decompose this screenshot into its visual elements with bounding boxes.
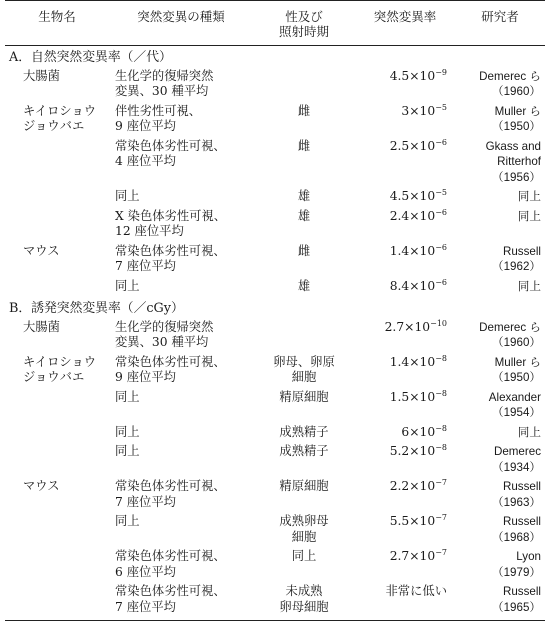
cell-sex-timing-line: 成熟精子 xyxy=(279,444,329,458)
cell-sex-timing xyxy=(253,68,355,103)
cell-researcher-line: 同上 xyxy=(517,190,541,203)
rate-base: 3×10 xyxy=(401,103,436,118)
cell-researcher-line: （1965） xyxy=(492,600,541,614)
cell-researcher-line: （1962） xyxy=(492,260,541,273)
cell-sex-timing xyxy=(253,188,355,208)
cell-species xyxy=(5,278,109,298)
table-row xyxy=(5,354,545,389)
cell-mutation-type xyxy=(109,478,253,513)
cell-mutation-type-line: 同上 xyxy=(115,189,140,203)
cell-mutation-type-line: 変異、30 種平均 xyxy=(115,335,209,349)
cell-researcher-line: Muller ら xyxy=(494,104,541,118)
cell-mutation-type xyxy=(109,513,253,548)
cell-mutation-rate xyxy=(355,548,455,583)
table-row xyxy=(5,319,545,354)
cell-mutation-type-line: 6 座位平均 xyxy=(115,564,176,579)
cell-mutation-type xyxy=(109,443,253,478)
cell-researcher xyxy=(455,243,545,278)
header-mutation-rate: 突然変異率 xyxy=(355,1,455,46)
cell-sex-timing-line: 雄 xyxy=(297,208,311,223)
cell-mutation-type xyxy=(109,424,253,444)
rate-base: 6×10 xyxy=(401,424,436,439)
cell-mutation-type xyxy=(109,138,253,189)
cell-mutation-type-line: 変異、30 種平均 xyxy=(115,84,209,98)
rate-exponent: −5 xyxy=(435,188,447,197)
cell-mutation-rate xyxy=(355,389,455,424)
cell-sex-timing-line: 成熟精子 xyxy=(279,424,329,439)
cell-researcher-line: Demerec ら xyxy=(479,69,541,83)
cell-mutation-type-line: 同上 xyxy=(115,514,140,528)
cell-sex-timing xyxy=(253,243,355,278)
table-row xyxy=(5,68,545,103)
table-row xyxy=(5,278,545,298)
header-sex-timing-line: 照射時期 xyxy=(278,24,329,39)
cell-researcher-line: （1934） xyxy=(492,460,541,474)
cell-researcher-line: 同上 xyxy=(517,209,541,223)
cell-researcher-line: （1968） xyxy=(492,530,541,544)
rate-base: 2.7×10 xyxy=(384,319,431,334)
cell-sex-timing-line: 雌 xyxy=(297,138,311,153)
cell-species xyxy=(5,548,109,583)
cell-sex-timing xyxy=(253,103,355,138)
table-row xyxy=(5,424,545,444)
cell-sex-timing xyxy=(253,513,355,548)
cell-mutation-type-line: 常染色体劣性可視、 xyxy=(115,584,226,598)
cell-mutation-type xyxy=(109,354,253,389)
cell-mutation-rate xyxy=(355,443,455,478)
cell-mutation-rate xyxy=(355,68,455,103)
cell-mutation-type xyxy=(109,389,253,424)
cell-mutation-type-line: 同上 xyxy=(115,444,140,458)
cell-species xyxy=(5,208,109,243)
rate-base: 5.5×10 xyxy=(389,514,436,528)
section-row xyxy=(5,46,545,68)
cell-researcher xyxy=(455,424,545,444)
cell-mutation-rate xyxy=(355,243,455,278)
cell-mutation-type-line: 4 座位平均 xyxy=(115,154,176,168)
cell-species xyxy=(5,424,109,444)
cell-sex-timing xyxy=(253,354,355,389)
rate-exponent: −9 xyxy=(435,67,447,77)
rate-base: 1.5×10 xyxy=(389,389,436,404)
rate-exponent: −8 xyxy=(435,388,447,398)
cell-mutation-rate xyxy=(355,188,455,208)
cell-researcher-line: Ritterhof xyxy=(497,155,541,168)
cell-mutation-rate xyxy=(355,278,455,298)
cell-species: 大腸菌 xyxy=(23,68,60,83)
cell-researcher xyxy=(455,443,545,478)
cell-sex-timing-line: 卵母、卵原 xyxy=(273,354,335,369)
rate-exponent: −8 xyxy=(435,353,447,363)
rate-exponent: −6 xyxy=(435,277,447,287)
cell-researcher xyxy=(455,478,545,513)
table-row xyxy=(5,389,545,424)
cell-researcher-line: （1979） xyxy=(492,565,541,579)
cell-mutation-type-line: 同上 xyxy=(115,424,140,439)
cell-mutation-type-line: 伴性劣性可視、 xyxy=(115,103,202,118)
table-row xyxy=(5,478,545,513)
cell-mutation-type-line: 7 座位平均 xyxy=(115,259,176,273)
cell-researcher-line: （1963） xyxy=(492,495,541,509)
rate-base: 1.4×10 xyxy=(389,243,436,258)
cell-sex-timing xyxy=(253,138,355,189)
cell-researcher-line: （1950） xyxy=(492,120,541,133)
cell-species xyxy=(5,513,109,548)
cell-mutation-type xyxy=(109,548,253,583)
cell-mutation-type xyxy=(109,188,253,208)
cell-species xyxy=(5,188,109,208)
cell-species xyxy=(5,138,109,189)
rate-exponent: −5 xyxy=(435,102,447,112)
cell-mutation-type xyxy=(109,319,253,354)
cell-mutation-type xyxy=(109,278,253,298)
rate-exponent: −6 xyxy=(435,137,447,147)
header-sex-timing xyxy=(253,1,355,46)
cell-researcher xyxy=(455,208,545,243)
cell-researcher xyxy=(455,389,545,424)
rate-exponent: −7 xyxy=(435,478,447,487)
table-body xyxy=(5,46,545,621)
cell-mutation-type xyxy=(109,583,253,621)
cell-researcher-line: Demerec ら xyxy=(479,320,541,334)
table-row xyxy=(5,208,545,243)
cell-species xyxy=(5,443,109,478)
header-mutation-type: 突然変異の種類 xyxy=(109,1,253,46)
cell-species: キイロショウジョウバエ xyxy=(23,354,97,384)
cell-researcher-line: （1960） xyxy=(492,336,541,349)
section-row xyxy=(5,297,545,319)
cell-mutation-rate xyxy=(355,513,455,548)
cell-researcher-line: Russell xyxy=(502,515,541,528)
cell-researcher xyxy=(455,278,545,298)
cell-researcher xyxy=(455,513,545,548)
cell-mutation-type xyxy=(109,243,253,278)
table-row xyxy=(5,188,545,208)
mutation-rate-table xyxy=(5,0,545,621)
cell-mutation-rate xyxy=(355,478,455,513)
cell-mutation-type-line: X 染色体劣性可視、 xyxy=(115,208,227,223)
cell-researcher xyxy=(455,583,545,621)
cell-mutation-rate xyxy=(355,103,455,138)
table-header xyxy=(5,1,545,46)
table-row xyxy=(5,443,545,478)
cell-mutation-type-line: 常染色体劣性可視、 xyxy=(115,479,226,493)
rate-base: 2.7×10 xyxy=(389,549,436,563)
cell-researcher-line: Russell xyxy=(502,480,541,493)
cell-researcher xyxy=(455,319,545,354)
header-sex-timing-line: 性及び xyxy=(285,9,323,24)
table-row xyxy=(5,103,545,138)
cell-sex-timing xyxy=(253,389,355,424)
cell-mutation-rate xyxy=(355,583,455,621)
rate-base: 2.5×10 xyxy=(389,138,436,153)
rate-base: 2.4×10 xyxy=(389,208,436,223)
cell-mutation-type xyxy=(109,103,253,138)
cell-sex-timing xyxy=(253,583,355,621)
cell-sex-timing-line: 雄 xyxy=(297,278,311,293)
cell-mutation-type-line: 生化学的復帰突然 xyxy=(115,319,214,334)
cell-sex-timing-line: 雌 xyxy=(297,103,311,118)
rate-exponent: −8 xyxy=(435,443,447,452)
rate-exponent: −7 xyxy=(435,513,447,522)
cell-researcher-line: （1960） xyxy=(492,85,541,98)
cell-mutation-type-line: 常染色体劣性可視、 xyxy=(115,243,226,258)
cell-researcher xyxy=(455,68,545,103)
cell-sex-timing xyxy=(253,548,355,583)
rate-exponent: −10 xyxy=(430,318,447,328)
cell-researcher xyxy=(455,103,545,138)
cell-sex-timing xyxy=(253,478,355,513)
header-species: 生物名 xyxy=(5,1,109,46)
cell-mutation-rate xyxy=(355,208,455,243)
cell-mutation-type-line: 7 座位平均 xyxy=(115,494,176,509)
cell-sex-timing xyxy=(253,424,355,444)
cell-sex-timing-line: 細胞 xyxy=(291,370,317,384)
cell-researcher-line: Alexander xyxy=(488,390,541,404)
cell-researcher-line: 同上 xyxy=(517,279,541,293)
cell-sex-timing-line: 雌 xyxy=(297,243,311,258)
table-row xyxy=(5,513,545,548)
cell-species: 大腸菌 xyxy=(23,319,60,334)
rate-exponent: −6 xyxy=(435,207,447,217)
cell-sex-timing-line: 雄 xyxy=(297,189,311,203)
rate-base: 1.4×10 xyxy=(389,354,436,369)
cell-mutation-type-line: 12 座位平均 xyxy=(115,224,184,238)
cell-researcher-line: Russell xyxy=(502,244,541,258)
cell-mutation-type xyxy=(109,208,253,243)
cell-researcher-line: 同上 xyxy=(517,425,541,439)
cell-sex-timing-line: 同上 xyxy=(291,549,317,563)
cell-mutation-rate xyxy=(355,354,455,389)
cell-researcher xyxy=(455,354,545,389)
cell-researcher-line: Muller ら xyxy=(494,355,541,369)
rate-base: 4.5×10 xyxy=(389,189,436,203)
cell-researcher-line: Demerec xyxy=(493,445,541,458)
cell-sex-timing xyxy=(253,278,355,298)
cell-mutation-type-line: 常染色体劣性可視、 xyxy=(115,549,226,563)
cell-mutation-rate xyxy=(355,138,455,189)
header-researcher: 研究者 xyxy=(455,1,545,46)
cell-sex-timing-line: 精原細胞 xyxy=(279,389,329,404)
table-row xyxy=(5,243,545,278)
rate-base: 5.2×10 xyxy=(389,444,436,458)
cell-species: キイロショウジョウバエ xyxy=(23,103,97,133)
rate-base: 2.2×10 xyxy=(389,479,436,493)
table-row xyxy=(5,138,545,189)
cell-sex-timing-line: 卵母細胞 xyxy=(279,599,329,614)
cell-sex-timing-line: 精原細胞 xyxy=(279,479,329,493)
cell-mutation-type-line: 常染色体劣性可視、 xyxy=(115,354,226,369)
cell-researcher-line: （1950） xyxy=(492,371,541,384)
cell-researcher-line: （1956） xyxy=(492,170,541,184)
cell-mutation-type-line: 生化学的復帰突然 xyxy=(115,68,214,83)
cell-researcher xyxy=(455,188,545,208)
rate-exponent: −8 xyxy=(435,423,447,433)
cell-researcher xyxy=(455,138,545,189)
cell-species: マウス xyxy=(23,243,60,258)
cell-mutation-type-line: 同上 xyxy=(115,278,140,293)
cell-researcher-line: Gkass and xyxy=(485,139,541,153)
cell-species: マウス xyxy=(23,479,60,493)
cell-researcher-line: Russell xyxy=(502,585,541,598)
cell-sex-timing xyxy=(253,208,355,243)
cell-researcher-line: Lyon xyxy=(516,550,541,563)
section-title: A．自然突然変異率（／代） xyxy=(9,50,172,65)
table-row xyxy=(5,548,545,583)
rate-exponent: −7 xyxy=(435,548,447,557)
cell-sex-timing-line: 未成熟 xyxy=(285,584,323,598)
rate-exponent: −6 xyxy=(435,242,447,252)
cell-sex-timing xyxy=(253,443,355,478)
cell-researcher-line: （1954） xyxy=(492,406,541,419)
cell-mutation-rate xyxy=(355,424,455,444)
cell-mutation-type-line: 9 座位平均 xyxy=(115,119,176,133)
cell-species xyxy=(5,583,109,621)
cell-mutation-type-line: 9 座位平均 xyxy=(115,370,176,384)
cell-sex-timing-line: 成熟卵母 xyxy=(279,514,329,528)
table-row xyxy=(5,583,545,621)
cell-mutation-rate xyxy=(355,319,455,354)
rate-base: 非常に低い xyxy=(385,584,447,598)
cell-species xyxy=(5,389,109,424)
cell-mutation-type-line: 7 座位平均 xyxy=(115,599,176,614)
cell-sex-timing-line: 細胞 xyxy=(291,529,317,544)
cell-researcher xyxy=(455,548,545,583)
cell-sex-timing xyxy=(253,319,355,354)
section-title: B．誘発突然変異率（／cGy） xyxy=(9,301,184,316)
cell-mutation-type xyxy=(109,68,253,103)
rate-base: 4.5×10 xyxy=(389,68,436,83)
cell-mutation-type-line: 常染色体劣性可視、 xyxy=(115,138,226,153)
rate-base: 8.4×10 xyxy=(389,278,436,293)
cell-mutation-type-line: 同上 xyxy=(115,389,140,404)
